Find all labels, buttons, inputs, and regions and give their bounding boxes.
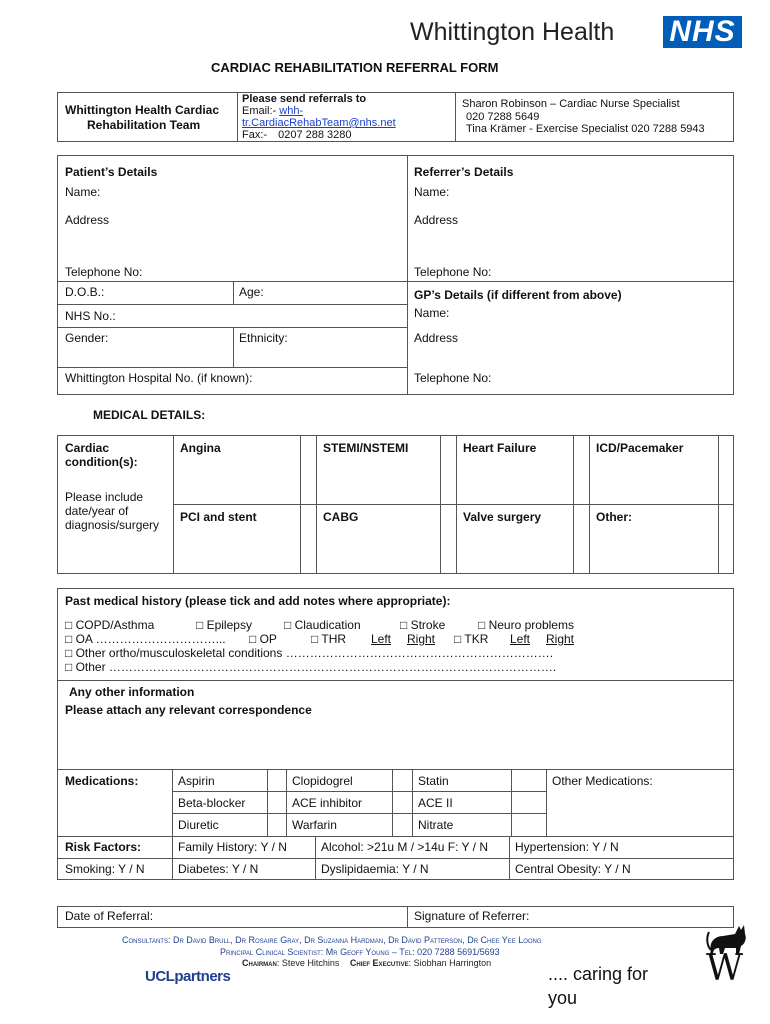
cardiac-label-2: condition(s): — [65, 455, 138, 469]
patient-hospital-no[interactable]: Whittington Hospital No. (if known): — [65, 371, 253, 385]
diabetes[interactable]: Diabetes: Y / N — [178, 862, 259, 876]
other-checkbox[interactable]: □ Other …………………………………………………………………………………………………. — [65, 660, 557, 674]
team-name-line2: Rehabilitation Team — [87, 118, 201, 132]
warfarin: Warfarin — [292, 818, 337, 832]
medications-label: Medications: — [65, 774, 139, 788]
thr-checkbox[interactable]: □ THR — [311, 632, 347, 646]
patient-gender[interactable]: Gender: — [65, 331, 109, 345]
tkr-left[interactable]: Left — [510, 632, 531, 646]
op-checkbox[interactable]: □ OP — [249, 632, 277, 646]
claudication-checkbox[interactable]: □ Claudication — [284, 618, 361, 632]
medical-heading: MEDICAL DETAILS: — [93, 408, 206, 422]
nhs-logo: NHS — [663, 16, 742, 48]
slogan-line2: you — [548, 988, 578, 1008]
chairman-label: Chairman — [242, 958, 277, 968]
gp-name[interactable]: Name: — [414, 306, 450, 320]
specialist-2: Tina Krämer - Exercise Specialist 020 7288 5943 — [466, 123, 705, 135]
w-logo: W — [706, 948, 744, 989]
slogan: .... caring for — [548, 964, 649, 984]
details-box — [57, 155, 734, 395]
pci-stent: PCI and stent — [180, 510, 257, 524]
chairman: : Steve Hitchins — [276, 958, 340, 968]
referrer-address[interactable]: Address — [414, 213, 459, 227]
family-history[interactable]: Family History: Y / N — [178, 840, 287, 854]
referrer-name[interactable]: Name: — [414, 185, 450, 199]
dyslipidaemia[interactable]: Dyslipidaemia: Y / N — [321, 862, 429, 876]
angina: Angina — [180, 441, 221, 455]
thr-right[interactable]: Right — [407, 632, 436, 646]
patient-name[interactable]: Name: — [65, 185, 101, 199]
risk-factors-label: Risk Factors: — [65, 840, 142, 854]
icd-pacemaker: ICD/Pacemaker — [596, 441, 684, 455]
nitrate: Nitrate — [418, 818, 454, 832]
central-obesity[interactable]: Central Obesity: Y / N — [515, 862, 631, 876]
specialist-1-phone: 020 7288 5649 — [466, 111, 540, 123]
patient-telephone[interactable]: Telephone No: — [65, 265, 143, 279]
other-medications[interactable]: Other Medications: — [552, 774, 653, 788]
statin: Statin — [418, 774, 449, 788]
org-name: Whittington Health — [410, 18, 615, 46]
ortho-checkbox[interactable]: □ Other ortho/musculoskeletal conditions …………………………………………………………. — [65, 646, 554, 660]
patient-nhs-no[interactable]: NHS No.: — [65, 309, 116, 323]
referrer-telephone[interactable]: Telephone No: — [414, 265, 492, 279]
tkr-checkbox[interactable]: □ TKR — [454, 632, 489, 646]
gp-telephone[interactable]: Telephone No: — [414, 371, 492, 385]
neuro-checkbox[interactable]: □ Neuro problems — [478, 618, 574, 632]
attach-note: Please attach any relevant correspondence — [65, 703, 312, 717]
gp-address[interactable]: Address — [414, 331, 459, 345]
clopidogrel: Clopidogrel — [292, 774, 353, 788]
oa-checkbox[interactable]: □ OA …………………………... — [65, 632, 226, 646]
chief-exec-label: Chief Executive — [349, 958, 409, 968]
cabg: CABG — [323, 510, 359, 524]
thr-left[interactable]: Left — [371, 632, 392, 646]
email-link-cont[interactable]: tr.CardiacRehabTeam@nhs.net — [242, 117, 396, 129]
send-heading: Please send referrals to — [242, 93, 367, 105]
other-info-heading: Any other information — [69, 685, 195, 699]
hypertension[interactable]: Hypertension: Y / N — [515, 840, 619, 854]
date-of-referral[interactable]: Date of Referral: — [65, 909, 154, 923]
fax-label: Fax:- — [242, 129, 268, 141]
signoff-box — [57, 906, 734, 928]
valve-surgery: Valve surgery — [463, 510, 542, 524]
team-name: Whittington Health Cardiac — [65, 103, 219, 117]
patient-dob[interactable]: D.O.B.: — [65, 285, 105, 299]
specialist-1: Sharon Robinson – Cardiac Nurse Specialist — [462, 98, 680, 110]
beta-blocker: Beta-blocker — [178, 796, 246, 810]
diagnosis-note-3: diagnosis/surgery — [65, 518, 160, 532]
history-heading: Past medical history (please tick and add notes where appropriate): — [65, 594, 451, 608]
patient-heading: Patient’s Details — [65, 165, 158, 179]
alcohol[interactable]: Alcohol: >21u M / >14u F: Y / N — [321, 840, 488, 854]
uclpartners-logo: UCLpartners — [145, 968, 231, 985]
other-condition: Other: — [596, 510, 632, 524]
diagnosis-note: Please include — [65, 490, 144, 504]
form-title: CARDIAC REHABILITATION REFERRAL FORM — [211, 60, 499, 75]
ace-inhibitor: ACE inhibitor — [292, 796, 363, 810]
referrer-heading: Referrer’s Details — [414, 165, 514, 179]
email-label: Email:- — [242, 105, 277, 117]
copd-checkbox[interactable]: □ COPD/Asthma — [65, 618, 155, 632]
patient-ethnicity[interactable]: Ethnicity: — [239, 331, 288, 345]
patient-age[interactable]: Age: — [239, 285, 264, 299]
patient-address[interactable]: Address — [65, 213, 110, 227]
fax-number: 0207 288 3280 — [278, 129, 352, 141]
email-link[interactable]: whh- — [279, 105, 304, 117]
ace-ii: ACE II — [418, 796, 453, 810]
diagnosis-note-2: date/year of — [65, 504, 129, 518]
epilepsy-checkbox[interactable]: □ Epilepsy — [196, 618, 252, 632]
stroke-checkbox[interactable]: □ Stroke — [400, 618, 446, 632]
consultants: Consultants: Dr David Brull, Dr Rosaire Gray, Dr Suzanna Hardman, Dr David Patterson, Dr Chee Yee Loong — [122, 935, 542, 945]
clinical-scientist: Principal Clinical Scientist: Mr Geoff Young – Tel: 020 7288 5691/5693 — [220, 947, 500, 957]
cardiac-label: Cardiac — [65, 441, 110, 455]
tkr-right[interactable]: Right — [546, 632, 575, 646]
smoking[interactable]: Smoking: Y / N — [65, 862, 145, 876]
heart-failure: Heart Failure — [463, 441, 537, 455]
aspirin: Aspirin — [178, 774, 215, 788]
diuretic: Diuretic — [178, 818, 219, 832]
referrer-signature[interactable]: Signature of Referrer: — [414, 909, 530, 923]
chief-exec: : Siobhan Harrington — [408, 958, 492, 968]
gp-heading: GP’s Details (if different from above) — [414, 288, 622, 302]
stemi: STEMI/NSTEMI — [323, 441, 409, 455]
